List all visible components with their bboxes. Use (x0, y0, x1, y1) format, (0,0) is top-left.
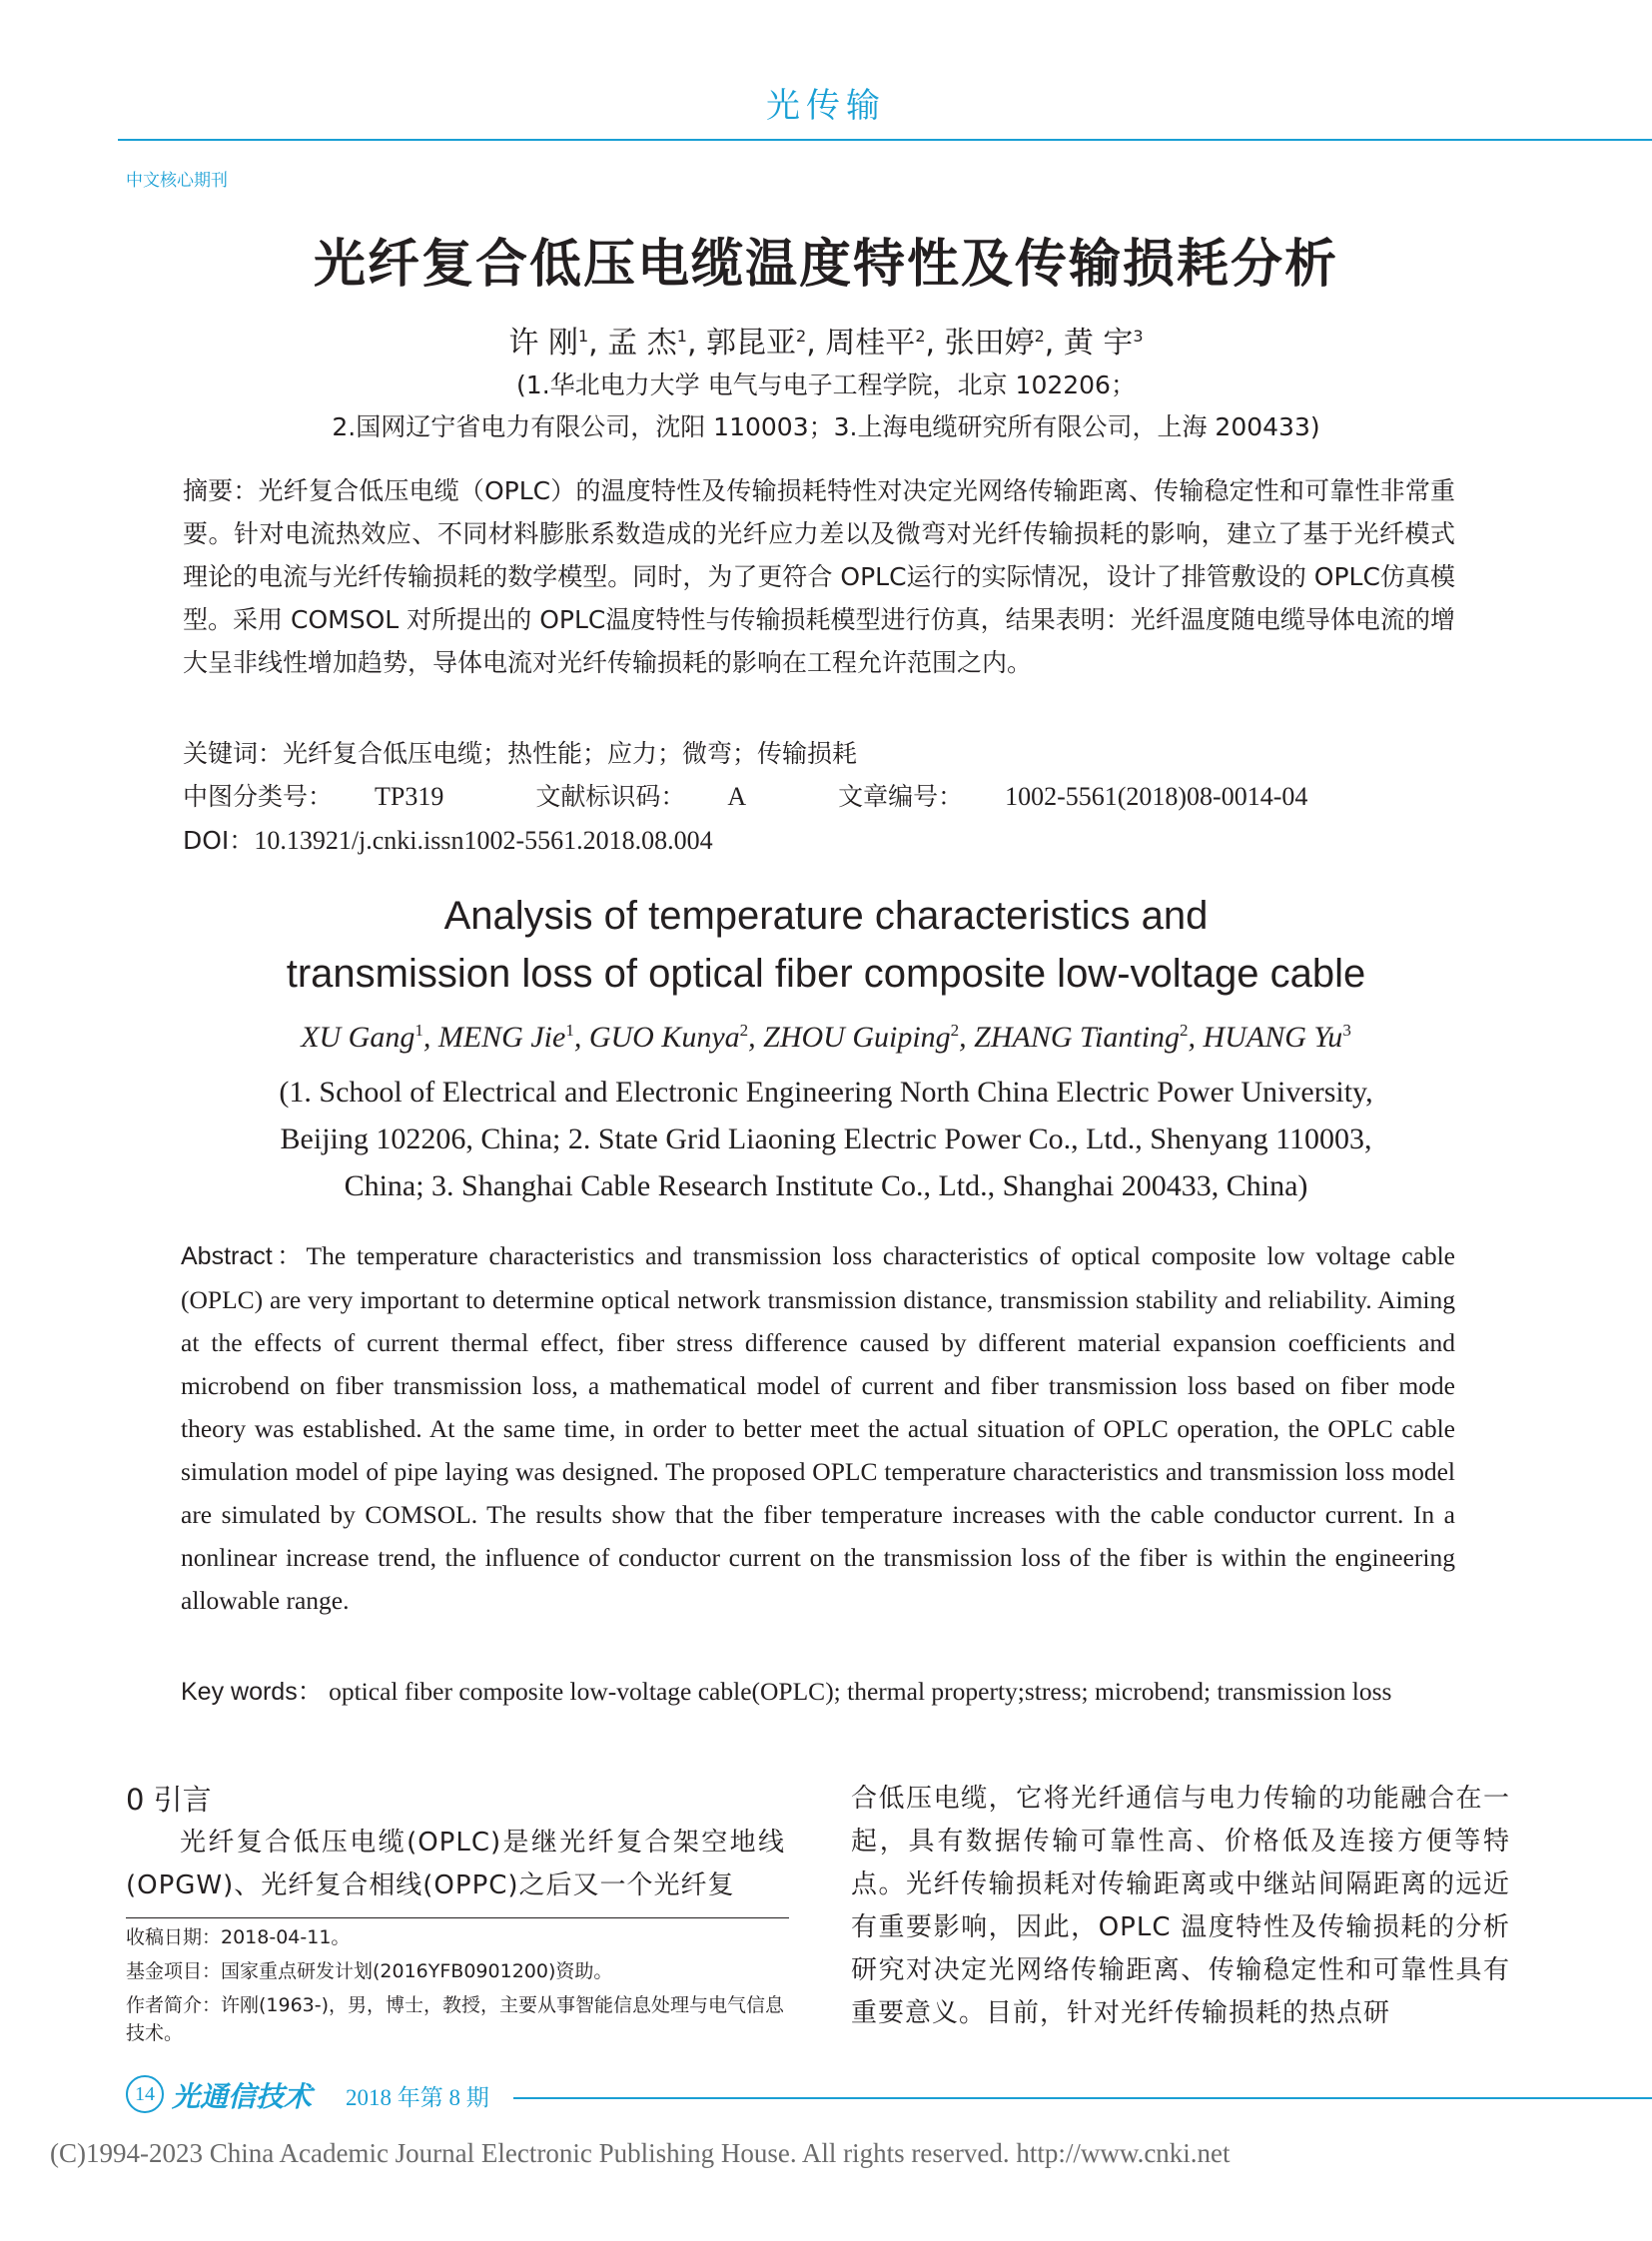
clc-label: 中图分类号： (183, 782, 334, 811)
copyright-notice: (C)1994-2023 China Academic Journal Electronic Publishing House. All rights reserved. http://www.cnki.net (50, 2138, 1231, 2168)
abstract-en-text: The temperature characteristics and transmission loss characteristics of optical composite low voltage cable (OPLC) are very important to determine optical network transmission distance, transmission stability and reliability. Aiming at the effects of current thermal effect, fiber stress difference caused by different material expansion coefficients and microbend on fiber transmission loss, a mathematical model of current and fiber transmission loss based on fiber mode theory was established. At the same time, in order to better meet the actual situation of OPLC operation, the OPLC cable simulation model of pipe laying was designed. The proposed OPLC temperature characteristics and transmission loss model are simulated by COMSOL. The results show that the fiber temperature increases with the cable conductor current. In a nonlinear increase trend, the influence of conductor current on the transmission loss of the fiber is within the engineering allowable range. (181, 1241, 1455, 1615)
author-en: GUO Kunya (588, 1021, 740, 1054)
affiliations-en (0, 1069, 1652, 1209)
article-no-value: 1002-5561(2018)08-0014-04 (1005, 782, 1308, 811)
affiliation-cn-line: (1.华北电力大学 电气与电子工程学院，北京 102206； (516, 371, 1136, 399)
footnote-author: 作者简介：许刚(1963-)，男，博士，教授，主要从事智能信息处理与电气信息技术。 (126, 1994, 785, 2044)
journal-tag: 中文核心期刊 (126, 171, 228, 191)
header-rule (118, 139, 1652, 141)
clc-field (183, 782, 485, 811)
title-en-line: Analysis of temperature characteristics and (443, 894, 1209, 938)
keywords-cn (183, 732, 1455, 775)
author-sup: 3 (1342, 1021, 1351, 1040)
author-cn: 周桂平 (825, 326, 916, 361)
author-en: XU Gang (301, 1021, 415, 1054)
author-sup: 1 (676, 327, 687, 346)
keywords-cn-label: 关键词： (183, 739, 284, 768)
author-cn: 郭昆亚 (706, 326, 797, 361)
affiliation-en-line: China; 3. Shanghai Cable Research Institute Co., Ltd., Shanghai 200433, China) (344, 1169, 1308, 1202)
keywords-en (181, 1670, 1455, 1714)
author-sup: 2 (1180, 1021, 1189, 1040)
article-no-label: 文章编号： (838, 782, 964, 811)
author-cn: 许 刚 (508, 326, 578, 361)
affiliation-cn-line: 2.国网辽宁省电力有限公司，沈阳 110003；3.上海电缆研究所有限公司，上海 200433) (332, 412, 1320, 441)
footnote-received: 收稿日期：2018-04-11。 (126, 1926, 351, 1948)
footer-rule (513, 2097, 1652, 2099)
clc-value: TP319 (375, 782, 444, 811)
author-sup: 1 (414, 1021, 423, 1040)
page-number: 14 (126, 2075, 164, 2113)
classification-line (183, 775, 1455, 818)
footer-issue: 2018 年第 8 期 (346, 2085, 489, 2110)
doc-code-value: A (727, 782, 747, 811)
author-cn: 黄 宇 (1063, 326, 1134, 361)
doi-label: DOI： (183, 826, 255, 855)
intro-right-column: 合低压电缆，它将光纤通信与电力传输的功能融合在一起，具有数据传输可靠性高、价格低及连接方便等特点。光纤传输损耗对传输距离或中继站间隔距离的远近有重要影响，因此，OPLC 温度特性及传输损耗的分析研究对决定光网络传输距离、传输稳定性和可靠性具有重要意义。目前，针对光纤传输损耗的热点研 (851, 1784, 1510, 2028)
abstract-en-label: Abstract： (181, 1242, 307, 1270)
keywords-en-text: optical fiber composite low-voltage cable(OPLC); thermal property;stress; microbend; transmission loss (329, 1677, 1392, 1706)
keywords-cn-text: 光纤复合低压电缆；热性能；应力；微弯；传输损耗 (283, 739, 858, 768)
doi-line (183, 819, 1455, 862)
author-cn: 孟 杰 (607, 326, 677, 361)
author-sup: 1 (577, 327, 589, 346)
title-en-line: transmission loss of optical fiber composite low-voltage cable (286, 952, 1366, 996)
author-sup: 2 (915, 327, 926, 346)
author-en: HUANG Yu (1203, 1021, 1343, 1054)
author-sup: 2 (1034, 327, 1045, 346)
author-sup: 2 (739, 1021, 749, 1040)
paper-title-cn: 光纤复合低压电缆温度特性及传输损耗分析 (313, 235, 1338, 295)
abstract-en (181, 1234, 1455, 1622)
keywords-en-label: Key words： (181, 1678, 323, 1706)
doc-code-label: 文献标识码： (535, 782, 686, 811)
abstract-cn (183, 469, 1455, 684)
author-en: ZHOU Guiping (763, 1021, 951, 1054)
intro-left-column: 光纤复合低压电缆(OPLC)是继光纤复合架空地线(OPGW)、光纤复合相线(OPPC)之后又一个光纤复 (126, 1828, 785, 1900)
abstract-cn-label: 摘要： (183, 476, 259, 505)
author-sup: 2 (950, 1021, 960, 1040)
affiliation-en-line: Beijing 102206, China; 2. State Grid Liaoning Electric Power Co., Ltd., Shenyang 110003, (280, 1122, 1372, 1155)
footnote-fund: 基金项目：国家重点研发计划(2016YFB0901200)资助。 (126, 1960, 613, 1982)
author-cn: 张田婷 (944, 326, 1035, 361)
paper-title-en (0, 887, 1652, 1003)
author-en: ZHANG Tianting (974, 1021, 1181, 1054)
affiliation-en-line: (1. School of Electrical and Electronic Engineering North China Electric Power University, (279, 1076, 1373, 1109)
author-sup: 2 (796, 327, 807, 346)
article-no-field (838, 782, 1349, 811)
footer-journal-name: 光通信技术 (172, 2080, 313, 2113)
section-title: 光传输 (766, 86, 886, 126)
author-sup: 3 (1133, 327, 1144, 346)
doi-value: 10.13921/j.cnki.issn1002-5561.2018.08.004 (254, 826, 713, 855)
authors-cn: 许 刚$^1$, 孟 杰$^1$, 郭昆亚$^2$, 周桂平$^2$, 张田婷$^2$, 黄 宇$^3$ (508, 326, 1144, 361)
intro-heading: 0 引言 (126, 1783, 212, 1817)
abstract-cn-text: 光纤复合低压电缆（OPLC）的温度特性及传输损耗特性对决定光网络传输距离、传输稳定性和可靠性非常重要。针对电流热效应、不同材料膨胀系数造成的光纤应力差以及微弯对光纤传输损耗的影响，建立了基于光纤模式理论的电流与光纤传输损耗的数学模型。同时，为了更符合 OPLC运行的实际情况，设计了排管敷设的 OPLC仿真模型。采用 COMSOL 对所提出的 OPLC温度特性与传输损耗模型进行仿真，结果表明：光纤温度随电缆导体电流的增大呈非线性增加趋势，导体电流对光纤传输损耗的影响在工程允许范围之内。 (183, 476, 1455, 677)
footnote-rule (126, 1917, 789, 1918)
authors-en: XU Gang$^1$, MENG Jie$^1$, GUO Kunya$^2$, ZHOU Guiping$^2$, ZHANG Tianting$^2$, HUANG Yu$^3$ (301, 1021, 1351, 1054)
doc-code-field (535, 782, 788, 811)
author-en: MENG Jie (437, 1021, 566, 1054)
author-sup: 1 (565, 1021, 574, 1040)
